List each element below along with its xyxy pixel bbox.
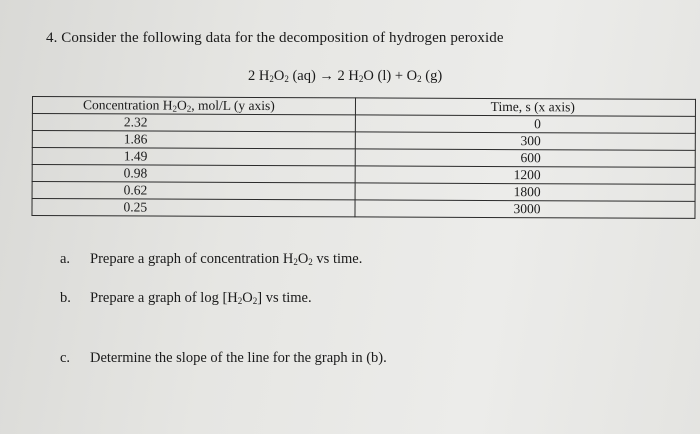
table-row (32, 165, 695, 185)
cell-concentration (32, 114, 355, 132)
item-text: vs time. (312, 251, 363, 267)
cell-time: 1200 (355, 166, 695, 184)
data-table-wrapper (31, 96, 696, 219)
eq-part: (aq) → 2 H (288, 68, 359, 84)
concentration-value: 2.32 (123, 114, 148, 130)
eq-sub: 2 (284, 74, 289, 84)
eq-part: (g) (421, 68, 443, 84)
cell-time: 600 (355, 149, 695, 167)
cell-concentration (32, 165, 355, 183)
eq-part: O (l) + O (363, 68, 418, 84)
question-b (60, 290, 312, 307)
concentration-value: 0.25 (123, 199, 148, 215)
table-row (32, 114, 695, 134)
item-label: c. (60, 350, 71, 366)
table-row (32, 182, 695, 202)
cell-concentration (32, 148, 355, 166)
item-text: O (242, 290, 253, 306)
table-row (32, 199, 695, 219)
item-text: O (297, 251, 309, 267)
header-text: , mol/L (y axis) (191, 97, 275, 114)
item-sub: 2 (237, 296, 243, 306)
reaction-equation (248, 68, 442, 85)
item-sub: 2 (293, 257, 298, 267)
item-label: a. (60, 251, 71, 267)
header-concentration (32, 97, 355, 115)
table-row (32, 148, 695, 168)
table-row (32, 131, 695, 151)
eq-sub: 2 (269, 74, 274, 84)
header-sub: 2 (186, 103, 192, 114)
cell-concentration (32, 182, 355, 200)
cell-time: 1800 (355, 183, 695, 201)
cell-concentration (32, 199, 355, 217)
item-label: b. (60, 290, 71, 306)
cell-concentration (32, 131, 355, 149)
cell-time: 300 (355, 132, 695, 150)
table-header-row (32, 97, 695, 117)
eq-sub: 2 (417, 74, 422, 84)
concentration-value: 1.49 (123, 148, 148, 164)
item-text: Determine the slope of the line for the graph in (b). (90, 350, 387, 366)
eq-part: O (273, 68, 285, 84)
item-sub: 2 (308, 257, 313, 267)
item-text: Prepare a graph of log [H (90, 290, 238, 306)
eq-sub: 2 (358, 74, 364, 84)
header-sub: 2 (172, 103, 178, 114)
data-table (31, 96, 696, 219)
cell-time: 0 (355, 115, 695, 133)
concentration-value: 0.62 (123, 182, 148, 198)
question-title: 4. Consider the following data for the decomposition of hydrogen peroxide (46, 30, 504, 46)
concentration-value: 0.98 (123, 165, 148, 181)
item-text: Prepare a graph of concentration H (90, 251, 294, 267)
concentration-value: 1.86 (123, 131, 148, 147)
cell-time: 3000 (355, 200, 695, 218)
eq-part: 2 H (248, 68, 270, 84)
header-time: Time, s (x axis) (355, 98, 695, 116)
question-a (60, 251, 362, 268)
item-text: ] vs time. (257, 290, 312, 306)
header-text: Concentration H (82, 97, 173, 113)
item-sub: 2 (252, 296, 258, 306)
question-c (60, 350, 387, 367)
header-text: O (177, 97, 187, 113)
